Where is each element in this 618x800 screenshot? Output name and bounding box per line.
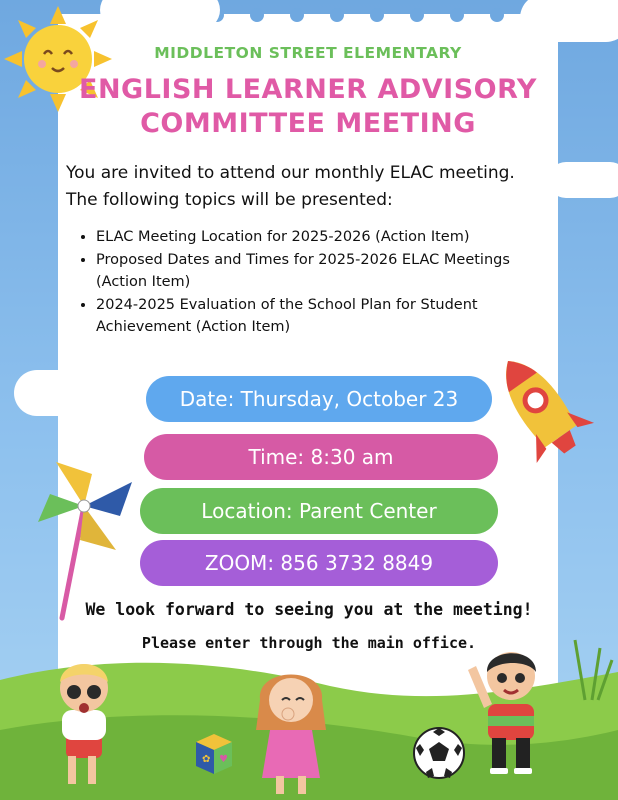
title-line-2: COMMITTEE MEETING bbox=[140, 108, 476, 139]
closing-line-1: We look forward to seeing you at the meeting! bbox=[85, 600, 533, 619]
soccer-ball-icon bbox=[412, 726, 466, 780]
scallop-dot bbox=[290, 8, 304, 22]
school-name: MIDDLETON STREET ELEMENTARY bbox=[154, 44, 462, 62]
toy-block-icon bbox=[192, 730, 234, 776]
scallop-dot bbox=[330, 8, 344, 22]
svg-text:♥: ♥ bbox=[219, 754, 228, 765]
scallop-dot bbox=[410, 8, 424, 22]
scallop-dot bbox=[450, 8, 464, 22]
cloud-right bbox=[548, 162, 618, 198]
topics-list bbox=[74, 226, 548, 339]
time-pill: Time: 8:30 am bbox=[144, 434, 498, 480]
scallop-dot bbox=[370, 8, 384, 22]
scallop-dot bbox=[250, 8, 264, 22]
location-pill: Location: Parent Center bbox=[140, 488, 498, 534]
child-illustration-left bbox=[44, 652, 124, 792]
title-line-1: ENGLISH LEARNER ADVISORY bbox=[79, 74, 537, 105]
zoom-pill: ZOOM: 856 3732 8849 bbox=[140, 540, 498, 586]
child-illustration-right bbox=[462, 640, 562, 776]
topic-item: • ELAC Meeting Location for 2025-2026 (Action Item) bbox=[96, 226, 548, 249]
child-illustration-middle bbox=[246, 660, 336, 796]
date-pill: Date: Thursday, October 23 bbox=[146, 376, 492, 422]
scallop-dot bbox=[490, 8, 504, 22]
topic-item: • 2024-2025 Evaluation of the School Plan for Student Achievement (Action Item) bbox=[96, 294, 548, 339]
closing-line-2: Please enter through the main office. bbox=[141, 634, 477, 652]
topic-item: • Proposed Dates and Times for 2025-2026 ELAC Meetings (Action Item) bbox=[96, 249, 548, 294]
svg-text:✿: ✿ bbox=[202, 754, 211, 765]
intro-text: You are invited to attend our monthly ELAC meeting. The following topics will be presented: bbox=[66, 163, 515, 210]
